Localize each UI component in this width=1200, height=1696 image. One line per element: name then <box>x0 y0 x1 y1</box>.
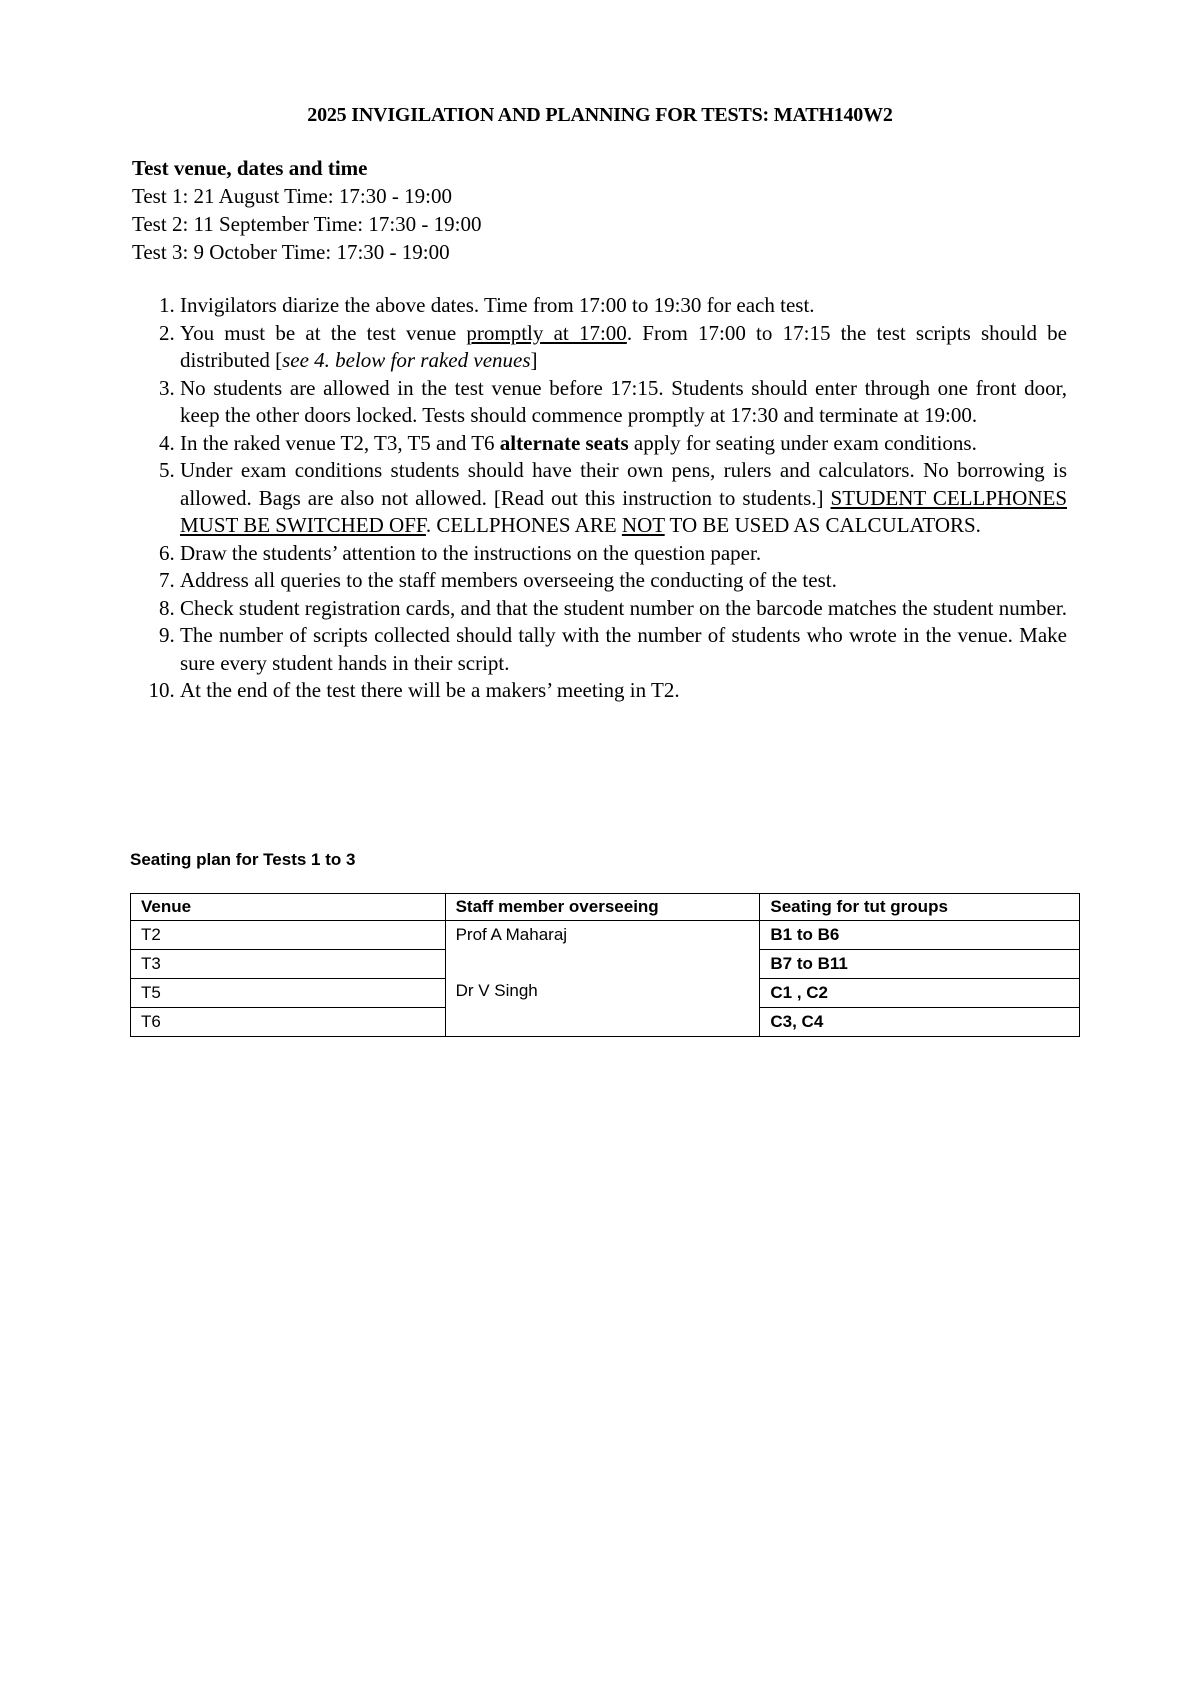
instruction-item <box>180 457 1067 540</box>
header-staff: Staff member overseeing <box>445 894 760 921</box>
seating-cell: B1 to B6 <box>760 921 1080 950</box>
instruction-item <box>180 292 1067 320</box>
schedule-heading: Test venue, dates and time <box>132 156 368 180</box>
italic-text: see 4. below for raked venues <box>282 348 531 372</box>
staff-member: Dr V Singh <box>455 981 538 1000</box>
seating-table <box>130 893 1080 1037</box>
test-1-line: Test 1: 21 August Time: 17:30 - 19:00 <box>132 184 452 208</box>
seating-plan-title: Seating plan for Tests 1 to 3 <box>130 850 356 869</box>
instruction-text: Draw the students’ attention to the instructions on the question paper. <box>180 540 762 565</box>
header-venue: Venue <box>131 894 446 921</box>
test-3-line: Test 3: 9 October Time: 17:30 - 19:00 <box>132 240 450 264</box>
seating-cell: B7 to B11 <box>760 950 1080 979</box>
seating-cell: C1 , C2 <box>760 979 1080 1008</box>
instruction-text: . CELLPHONES ARE <box>425 513 622 537</box>
instruction-text: Under exam conditions students should have their own pens, rulers and calculators. No borrowing is allowed. Bags are also not allowed. [Read out this instruction to students.] <box>180 458 1067 510</box>
underlined-text: NOT <box>621 513 665 537</box>
instruction-text: No students are allowed in the test venue before 17:15. Students should enter through one front door, keep the other doors locked. Tests should commence promptly at 17:30 and terminate at 19:00. <box>180 375 1067 427</box>
instruction-item <box>180 677 1067 705</box>
instruction-item <box>180 375 1067 430</box>
table-row <box>131 921 1080 950</box>
venue-cell: T5 <box>131 979 446 1008</box>
staff-member: Prof A Maharaj <box>455 925 568 944</box>
underlined-text: promptly at 17:00 <box>466 320 627 345</box>
instruction-text: apply for seating under exam conditions. <box>628 430 977 455</box>
instruction-item <box>180 595 1067 623</box>
staff-cell <box>445 921 760 1037</box>
seating-cell: C3, C4 <box>760 1008 1080 1037</box>
test-schedule <box>132 154 482 266</box>
instruction-text: In the raked venue T2, T3, T5 and T6 <box>180 430 500 455</box>
venue-cell: T3 <box>131 950 446 979</box>
instruction-text: Check student registration cards, and that the student number on the barcode matches the student number. <box>180 595 1068 620</box>
header-seating: Seating for tut groups <box>760 894 1080 921</box>
instructions-list <box>132 292 1067 705</box>
instruction-item <box>180 622 1067 677</box>
document-title: 2025 INVIGILATION AND PLANNING FOR TESTS: MATH140W2 <box>307 104 893 126</box>
bold-text: alternate seats <box>499 430 629 455</box>
test-2-line: Test 2: 11 September Time: 17:30 - 19:00 <box>132 212 482 236</box>
instruction-text: You must be at the test venue <box>180 320 467 345</box>
venue-cell: T6 <box>131 1008 446 1037</box>
instruction-text: The number of scripts collected should tally with the number of students who wrote in the venue. Make sure every student hands in their script. <box>180 623 1067 675</box>
instruction-text: TO BE USED AS CALCULATORS. <box>664 513 981 537</box>
table-header-row <box>131 894 1080 921</box>
instruction-text: . From 17:00 to 17:15 the test scripts should be distributed [ <box>180 320 1068 372</box>
instruction-text: Address all queries to the staff members overseeing the conducting of the test. <box>180 568 837 592</box>
instruction-text: Invigilators diarize the above dates. Time from 17:00 to 19:30 for each test. <box>180 293 815 317</box>
instruction-item <box>180 567 1067 595</box>
instruction-text: At the end of the test there will be a makers’ meeting in T2. <box>180 678 680 702</box>
underlined-text: STUDENT CELLPHONES MUST BE SWITCHED OFF <box>180 485 1068 537</box>
venue-cell: T2 <box>131 921 446 950</box>
instruction-item <box>180 430 1067 458</box>
instruction-text: ] <box>530 348 538 372</box>
instruction-item <box>180 320 1067 375</box>
instruction-item <box>180 540 1067 568</box>
